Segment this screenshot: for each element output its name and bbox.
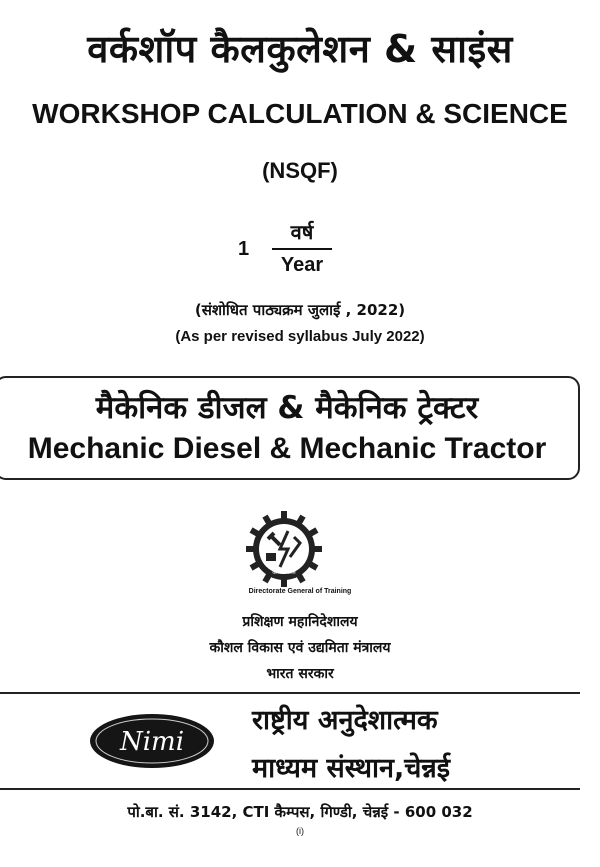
nimi-logo-text: Nimi	[119, 727, 185, 757]
year-english: Year	[280, 254, 324, 276]
syllabus-english: (As per revised syllabus July 2022)	[175, 328, 425, 345]
institute-line-1: राष्ट्रीय अनुदेशात्मक	[252, 705, 438, 736]
syllabus-hindi: (संशोधित पाठ्यक्रम जुलाई , 2022)	[194, 301, 406, 319]
nimi-logo-icon	[88, 712, 216, 770]
organization-line-1: प्रशिक्षण महानिदेशालय	[242, 614, 358, 630]
year-number: 1	[238, 238, 250, 260]
year-fraction-line	[272, 248, 332, 250]
year-hindi: वर्ष	[290, 220, 314, 244]
trade-box	[0, 376, 580, 480]
dgt-ring-text: कौशल भारत	[272, 570, 296, 576]
dgt-caption: Directorate General of Training	[248, 588, 352, 595]
trade-english: Mechanic Diesel & Mechanic Tractor	[27, 432, 547, 465]
trade-hindi: मैकेनिक डीजल & मैकेनिक ट्रेक्टर	[95, 390, 479, 426]
dgt-emblem-icon	[245, 510, 323, 588]
title-hindi: वर्कशॉप कैलकुलेशन & साइंस	[87, 27, 513, 71]
divider-bottom	[0, 788, 580, 790]
divider-top	[0, 692, 580, 694]
organization-line-2: कौशल विकास एवं उद्यमिता मंत्रालय	[209, 640, 391, 656]
organization-line-3: भारत सरकार	[266, 666, 334, 682]
year-block	[238, 218, 358, 282]
nsqf-label: (NSQF)	[262, 158, 338, 183]
institute-line-2: माध्यम संस्थान,चेन्नई	[252, 753, 450, 784]
page-number: (i)	[296, 826, 304, 836]
address: पो.बा. सं. 3142, CTI कैम्पस, गिण्डी, चेन्नई - 600 032	[127, 803, 473, 821]
title-english: WORKSHOP CALCULATION & SCIENCE	[32, 98, 568, 129]
